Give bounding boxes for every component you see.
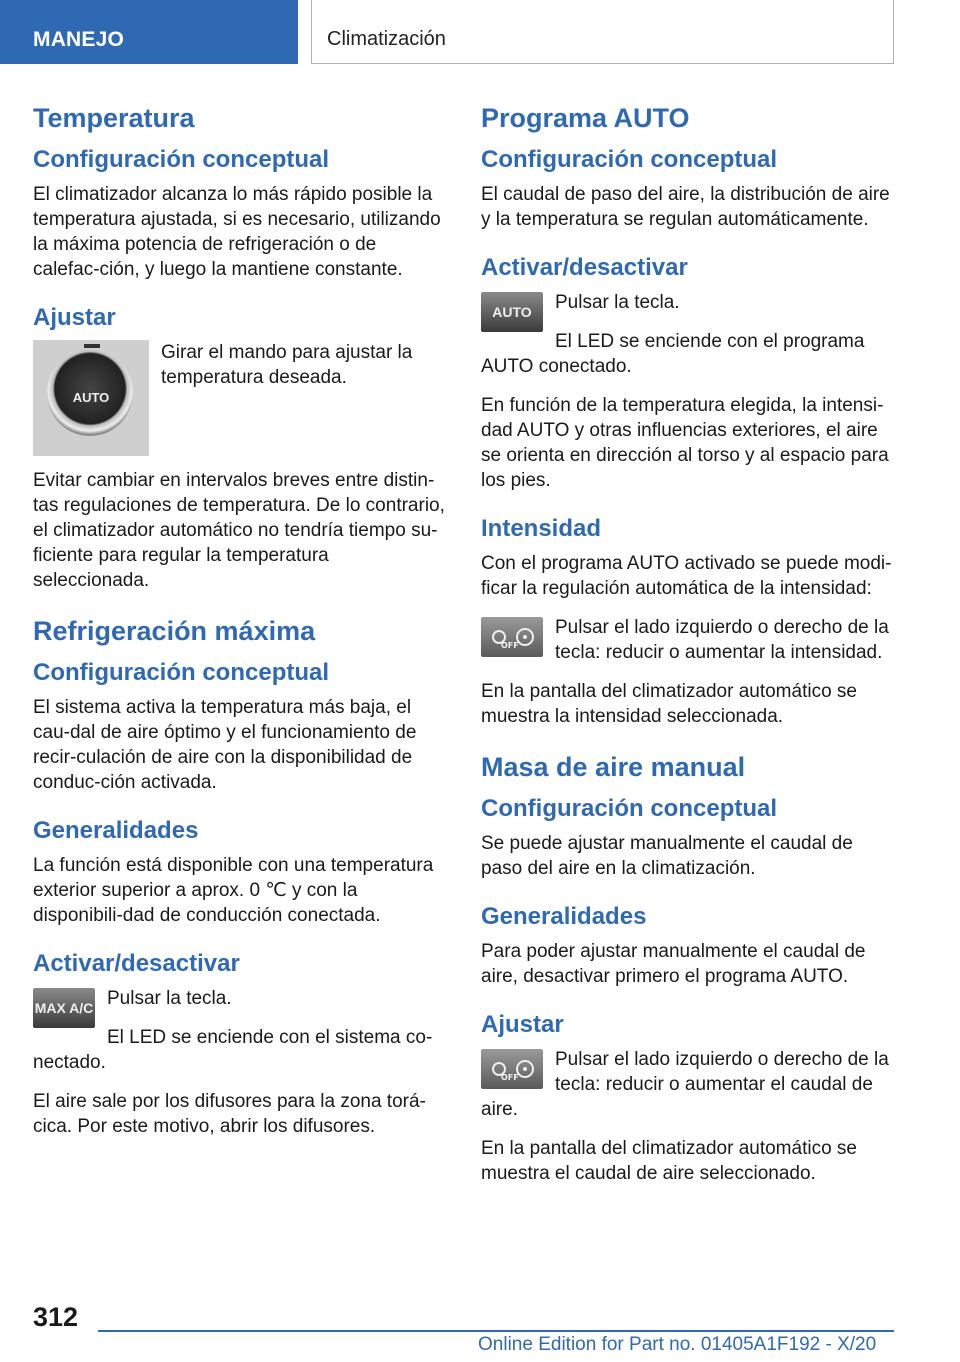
heading-ajustar: Ajustar <box>33 304 116 331</box>
paragraph: En función de la temperatura elegida, la intensi-dad AUTO y otras influencias exteriores, el aire se orienta en dirección al torso y al espacio para los pies. <box>481 395 889 491</box>
paragraph: En la pantalla del climatizador automático se muestra el caudal de aire seleccionado. <box>481 1138 857 1184</box>
heading-temperatura: Temperatura <box>33 103 195 133</box>
paragraph: Para poder ajustar manualmente el caudal de aire, desactivar primero el programa AUTO. <box>481 941 866 987</box>
heading-generalidades: Generalidades <box>481 903 647 930</box>
paragraph: Con el programa AUTO activado se puede modi-ficar la regulación automática de la intensidad: <box>481 553 892 599</box>
heading-configuracion: Configuración conceptual <box>481 795 778 822</box>
paragraph: Pulsar la tecla. <box>555 292 680 313</box>
paragraph: Evitar cambiar en intervalos breves entre distin-tas regulaciones de temperatura. De lo contrario, el climatizador automático no tendría tiempo su-ficiente para regular la temperatura seleccionada. <box>33 470 445 591</box>
heading-activar: Activar/desactivar <box>33 950 240 977</box>
paragraph: Pulsar la tecla. <box>107 988 232 1009</box>
paragraph: El aire sale por los difusores para la zona torá-cica. Por este motivo, abrir los difusores. <box>33 1091 426 1137</box>
knob-auto-label: AUTO <box>72 390 110 405</box>
paragraph: Pulsar el lado izquierdo o derecho de la tecla: reducir o aumentar el caudal de aire. <box>481 1049 889 1120</box>
temperature-knob-image <box>33 340 149 456</box>
page-number: 312 <box>33 1302 79 1332</box>
svg-text:OFF: OFF <box>501 641 519 650</box>
auto-key-icon: AUTO <box>481 292 543 332</box>
chapter-tab <box>311 0 894 64</box>
paragraph: En la pantalla del climatizador automático se muestra la intensidad seleccionada. <box>481 681 857 727</box>
heading-programa-auto: Programa AUTO <box>481 103 690 133</box>
chapter-title: Climatización <box>327 28 446 50</box>
svg-text:OFF: OFF <box>501 1073 519 1082</box>
max-ac-key-icon: MAX A/C <box>33 988 95 1028</box>
paragraph: Girar el mando para ajustar la temperatura deseada. <box>161 342 413 388</box>
knob-marker <box>84 344 100 348</box>
section-title: MANEJO <box>33 28 125 51</box>
paragraph: El LED se enciende con el programa AUTO conectado. <box>481 331 865 377</box>
heading-masa-aire: Masa de aire manual <box>481 752 746 782</box>
fan-key-icon <box>481 617 543 657</box>
edition-note: Online Edition for Part no. 01405A1F192 - X/20 <box>478 1334 877 1355</box>
heading-configuracion: Configuración conceptual <box>33 146 330 173</box>
heading-configuracion: Configuración conceptual <box>33 659 330 686</box>
heading-intensidad: Intensidad <box>481 515 602 542</box>
paragraph: El climatizador alcanza lo más rápido posible la temperatura ajustada, si es necesario, utilizando la máxima potencia de refrigeración o de calefac-ción, y luego la mantiene constante. <box>33 184 441 280</box>
paragraph: La función está disponible con una temperatura exterior superior a aprox. 0 ℃ y con la disponibili-dad de conducción conectada. <box>33 855 434 926</box>
heading-ajustar: Ajustar <box>481 1011 564 1038</box>
heading-configuracion: Configuración conceptual <box>481 146 778 173</box>
heading-refrigeracion: Refrigeración máxima <box>33 616 316 646</box>
heading-activar: Activar/desactivar <box>481 254 688 281</box>
paragraph: Se puede ajustar manualmente el caudal de paso del aire en la climatización. <box>481 833 853 879</box>
heading-generalidades: Generalidades <box>33 817 199 844</box>
paragraph: El LED se enciende con el sistema co-nectado. <box>33 1027 433 1073</box>
section-tab <box>0 0 298 64</box>
paragraph: El sistema activa la temperatura más baja, el cau-dal de aire óptimo y el funcionamiento de recir-culación de aire con la disponibilidad de conduc-ción activada. <box>33 697 417 793</box>
left-column <box>33 100 447 1153</box>
paragraph: Pulsar el lado izquierdo o derecho de la tecla: reducir o aumentar la intensidad. <box>555 617 889 663</box>
footer-divider <box>98 1330 894 1332</box>
right-column <box>481 100 895 1200</box>
fan-key-icon <box>481 1049 543 1089</box>
paragraph: El caudal de paso del aire, la distribución de aire y la temperatura se regulan automáticamente. <box>481 184 890 230</box>
